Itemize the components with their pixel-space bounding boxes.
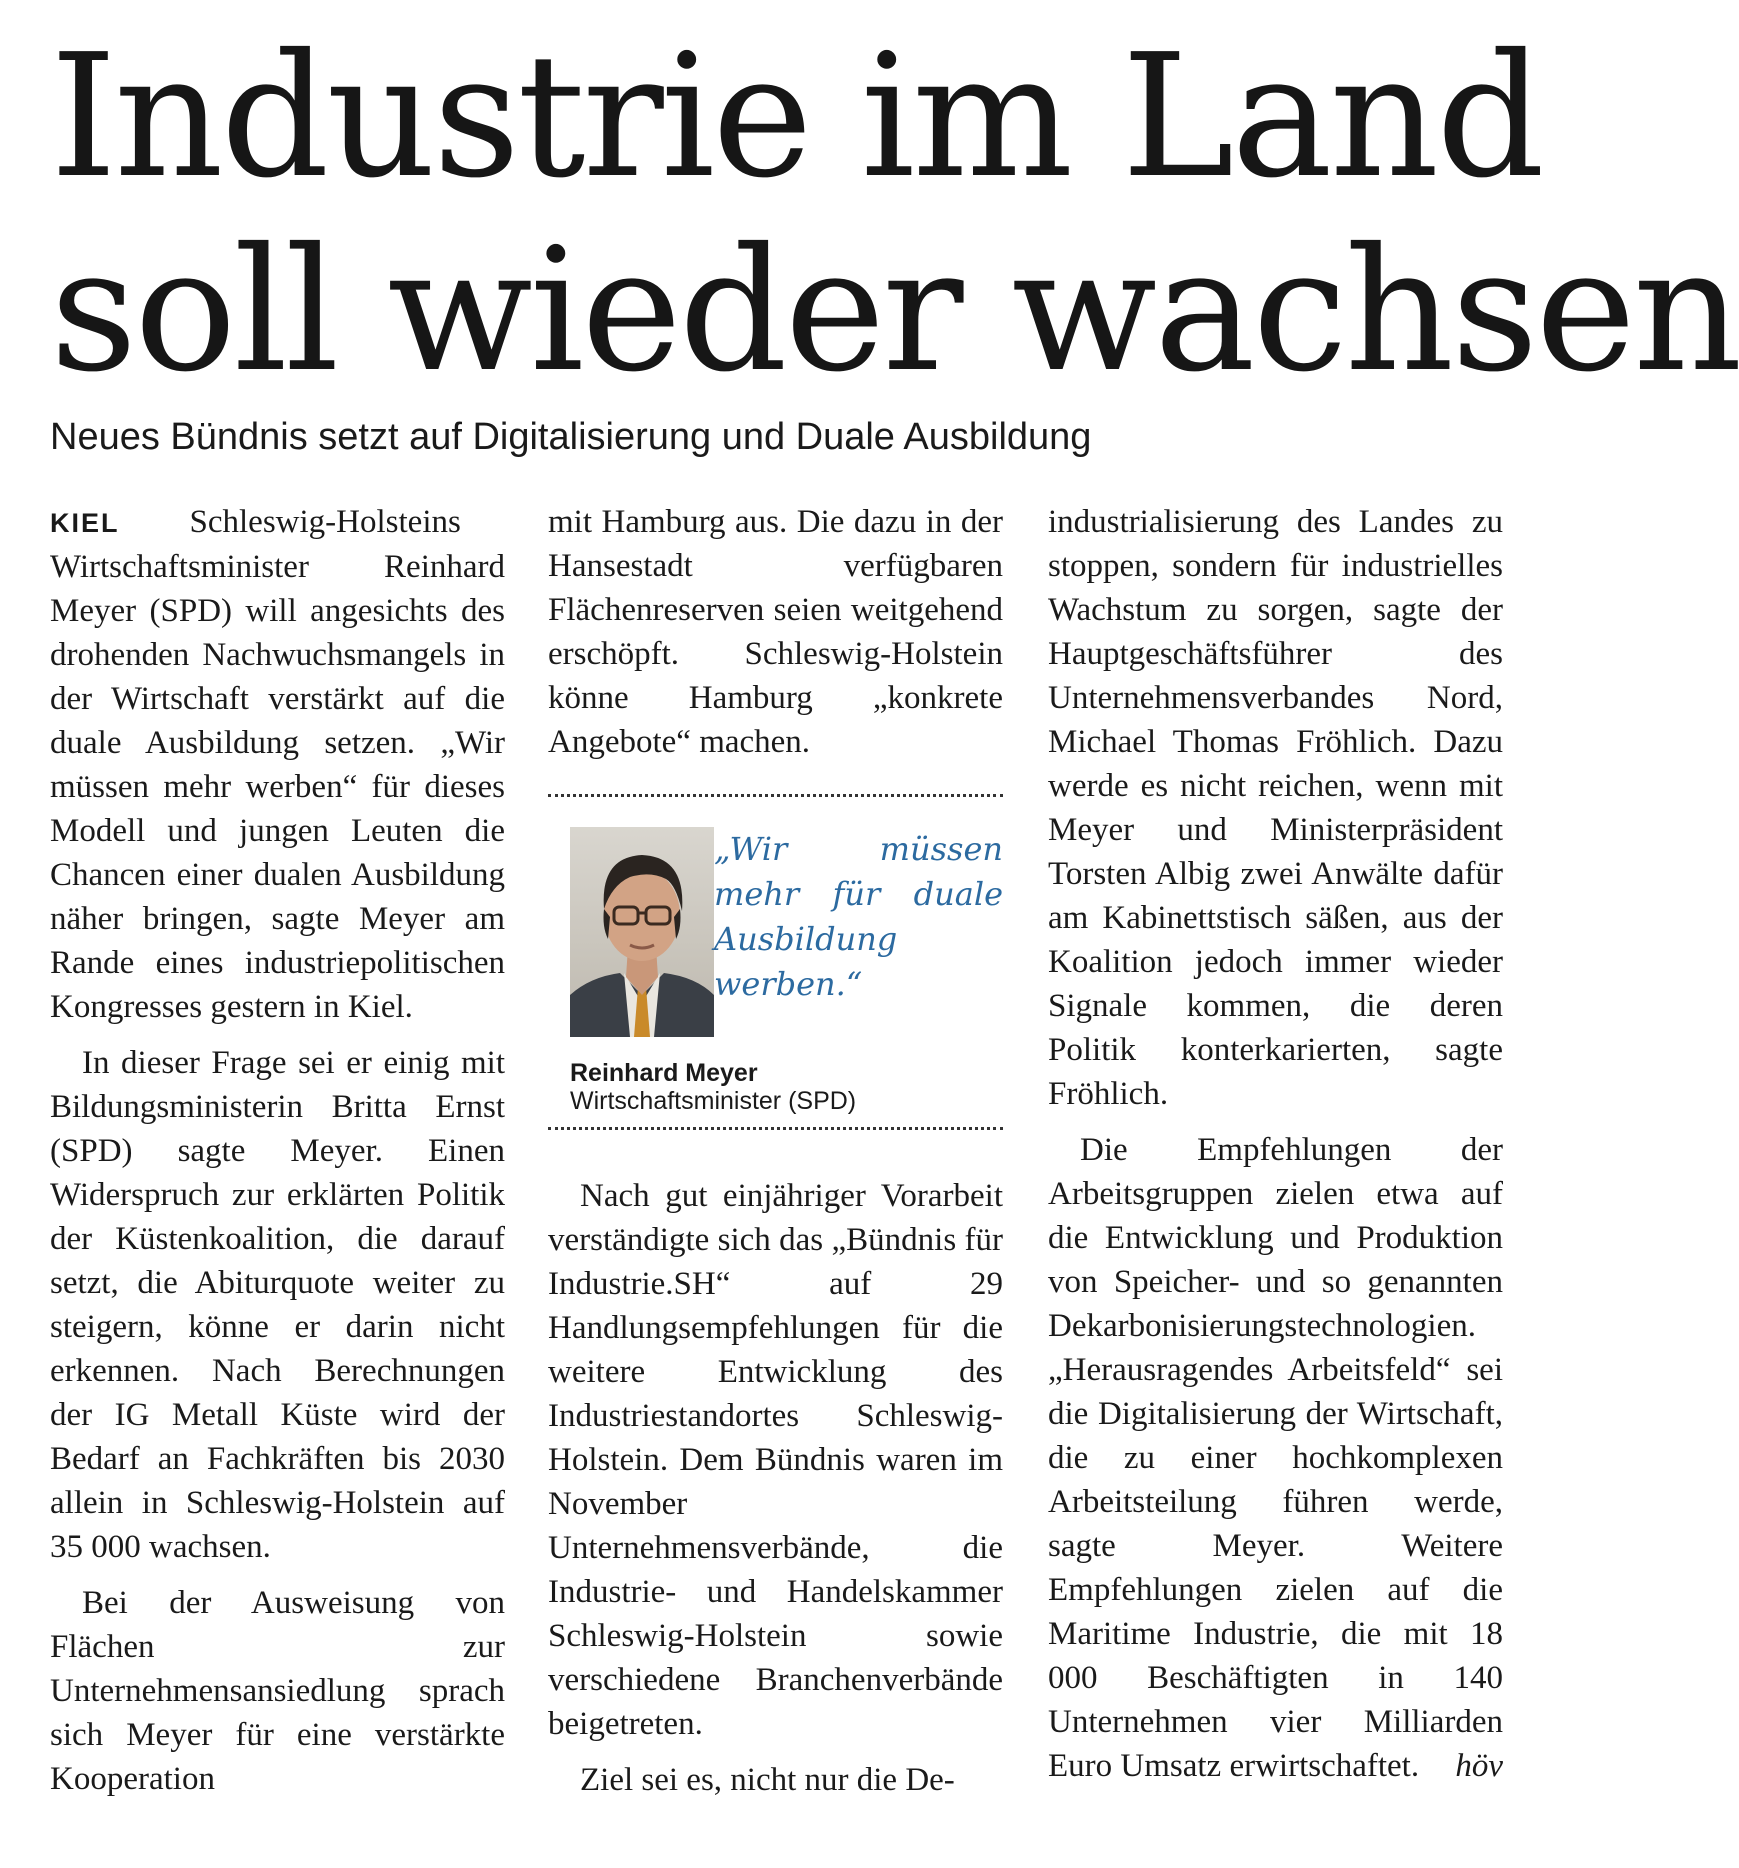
- portrait-photo: [570, 827, 714, 1037]
- paragraph: Ziel sei es, nicht nur die De-: [580, 1762, 955, 1798]
- paragraph: Nach gut einjähriger Vorarbeit verständigte sich das „Bündnis für Industrie.SH“ auf 29 Handlungsempfehlungen für die weitere Entwicklung des Industriestandortes Schleswig-Holstein. Dem Bündnis waren im November Unternehmensverbände, die Industrie- und Handelskammer Schleswig-Holstein sowie verschiedene Branchenverbände beigetreten.: [548, 1178, 1003, 1742]
- paragraph: In dieser Frage sei er einig mit Bildungsministerin Britta Ernst (SPD) sagte Meyer. Einen Widerspruch zur erklärten Politik der Küstenkoalition, die darauf setzt, die Abiturquote weiter zu steigern, könne er darin nicht erkennen. Nach Berechnungen der IG Metall Küste wird der Bedarf an Fachkräften bis 2030 allein in Schleswig-Holstein auf 35 000 wachsen.: [50, 1045, 505, 1565]
- pull-quote-row: [570, 827, 1003, 1037]
- article-column-1: [50, 500, 505, 1801]
- paragraph-text: Schleswig-Holsteins Wirtschaftsminister Reinhard Meyer (SPD) will angesichts des drohenden Nachwuchsmangels in der Wirtschaft verstärkt auf die duale Ausbildung setzen. „Wir müssen mehr werben“ für dieses Modell und jungen Leuten die Chancen einer dualen Ausbildung näher bringen, sagte Meyer am Rande eines industriepolitischen Kongresses gestern in Kiel.: [50, 504, 505, 1025]
- paragraph: industrialisierung des Landes zu stoppen, sondern für industrielles Wachstum zu sorgen, sagte der Hauptgeschäftsführer des Unternehmensverbandes Nord, Michael Thomas Fröhlich. Dazu werde es nicht reichen, wenn mit Meyer und Ministerpräsident Torsten Albig zwei Anwälte dafür am Kabinettstisch säßen, aus der Koalition jedoch immer wieder Signale kommen, die deren Politik konterkarierten, sagte Fröhlich.: [1048, 504, 1503, 1112]
- paragraph: mit Hamburg aus. Die dazu in der Hansestadt verfügbaren Flächenreserven seien weitgehend erschöpft. Schleswig-Holstein könne Hamburg „konkrete Angebote“ machen.: [548, 504, 1003, 760]
- paragraph: [1048, 1128, 1503, 1788]
- paragraph: [50, 500, 505, 1029]
- caption-role: Wirtschaftsminister (SPD): [570, 1087, 857, 1115]
- headline: [50, 18, 1739, 410]
- author-initials: höv: [1455, 1748, 1503, 1784]
- pull-quote-box: [548, 794, 1003, 1130]
- headline-line-1: Industrie im Land: [50, 18, 1542, 216]
- paragraph: Bei der Ausweisung von Flächen zur Unternehmensansiedlung sprach sich Meyer für eine verstärkte Kooperation: [50, 1585, 505, 1797]
- headline-line-2: soll wieder wachsen: [50, 212, 1739, 410]
- subheadline: Neues Bündnis setzt auf Digitalisierung und Duale Ausbildung: [50, 416, 1092, 458]
- dateline: KIEL: [50, 508, 120, 538]
- caption-name: Reinhard Meyer: [570, 1059, 758, 1087]
- article-column-2: [548, 500, 1003, 1802]
- pull-quote: „Wir müssen mehr für duale Ausbildung werben.“: [714, 830, 1003, 1003]
- paragraph-text: Die Empfehlungen der Arbeitsgruppen zielen etwa auf die Entwicklung und Produktion von Speicher- und so genannten Dekarbonisierungstechnologien. „Herausragendes Arbeitsfeld“ sei die Digitalisierung der Wirtschaft, die zu einer hochkomplexen Arbeitsteilung führen werde, sagte Meyer. Weitere Empfehlungen zielen auf die Maritime Industrie, die mit 18 000 Beschäftigten in 140 Unternehmen vier Milliarden Euro Umsatz erwirtschaftet.: [1048, 1132, 1503, 1784]
- photo-caption: [570, 1059, 1003, 1115]
- article-column-3: [1048, 500, 1503, 1788]
